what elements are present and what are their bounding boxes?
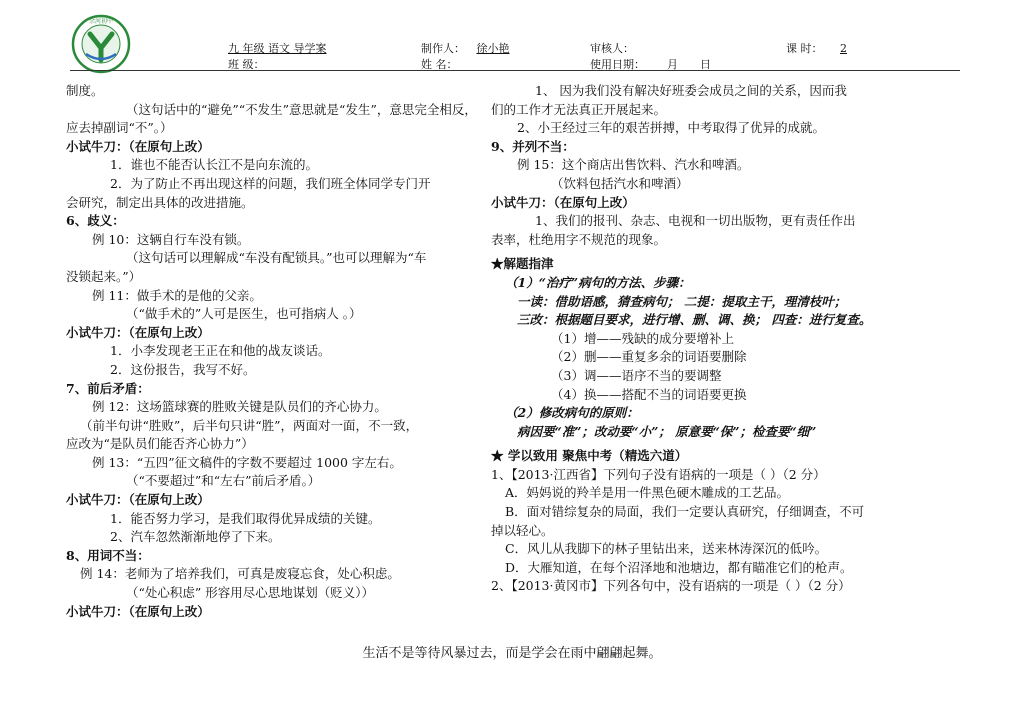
name-field: 姓 名： <box>421 58 458 71</box>
text-line: 一读：借助语感，猜查病句； 二提：提取主干，理清枝叶； <box>517 293 847 309</box>
tips-subheading: （2）修改病句的原则： <box>505 405 639 421</box>
practice-heading: 小试牛刀：（在原句上改） <box>66 324 210 340</box>
example-line: 例 14：老师为了培养我们，可真是废寝忘食，处心积虑。 <box>80 566 400 582</box>
text-line: （这句话中的“避免”“不发生”意思就是“发生”，意思完全相反， <box>126 101 477 117</box>
text-line: 掉以轻心。 <box>491 522 554 538</box>
text-line: 1．能否努力学习，是我们取得优异成绩的关键。 <box>110 510 381 526</box>
text-line: 表率，杜绝用字不规范的现象。 <box>491 231 667 247</box>
page-header <box>0 0 1024 72</box>
text-line: （“做手术的”人可是医生，也可指病人 。） <box>126 306 362 322</box>
lesson-field: 课 时： 2 <box>786 42 847 55</box>
text-line: （这句话可以理解成“车没有配锁具。”也可以理解为“车 <box>126 250 427 266</box>
text-line: 应去掉副词“不”。） <box>66 120 173 136</box>
practice-heading: 小试牛刀：（在原句上改） <box>491 194 635 210</box>
question-line: 1、【2013·江西省】下列句子没有语病的一项是（ ）（2 分） <box>491 466 826 482</box>
left-column <box>66 82 476 621</box>
grade-subject: 九 年级 语文 导学案 <box>228 42 327 55</box>
section-heading: 9、并列不当： <box>491 138 575 154</box>
author-field: 制作人： 徐小艳 <box>421 42 510 55</box>
section-heading: 7、前后矛盾： <box>66 380 150 396</box>
example-line: 例 11：做手术的是他的父亲。 <box>92 287 262 303</box>
svg-text:余河初中: 余河初中 <box>88 18 114 25</box>
question-line: 2、【2013·黄冈市】下列各句中，没有语病的一项是（ ）（2 分） <box>491 578 851 594</box>
example-line: 例 15：这个商店出售饮料、汽水和啤酒。 <box>517 157 750 173</box>
text-line: 2．为了防止不再出现这样的问题，我们班全体同学专门开 <box>110 175 431 191</box>
practice-heading: 小试牛刀：（在原句上改） <box>66 492 210 508</box>
text-line: （2）删——重复多余的词语要删除 <box>551 349 747 365</box>
text-line: （“不要超过”和“左右”前后矛盾。） <box>126 473 321 489</box>
option-line: A．妈妈说的羚羊是用一件黑色硬木雕成的工艺品。 <box>505 485 790 501</box>
section-heading: 8、用词不当： <box>66 547 150 563</box>
example-line: 例 12：这场篮球赛的胜败关键是队员们的齐心协力。 <box>92 399 387 415</box>
page-footer-quote: 生活不是等待风暴过去，而是学会在雨中翩翩起舞。 <box>362 646 662 661</box>
text-line: （“处心积虑” 形容用尽心思地谋划（贬义）） <box>126 585 375 601</box>
section-heading: 6、歧义： <box>66 213 125 229</box>
header-divider <box>70 70 960 71</box>
text-line: 1．谁也不能否认长江不是向东流的。 <box>110 157 318 173</box>
text-line: 们的工作才无法真正开展起来。 <box>491 101 667 117</box>
school-logo <box>64 14 138 74</box>
right-column <box>491 82 907 596</box>
text-line: 没锁起来。”） <box>66 268 142 284</box>
reviewer-field: 审核人： <box>590 42 634 55</box>
option-line: C．风儿从我脚下的林子里钻出来，送来林涛深沉的低吟。 <box>505 541 828 557</box>
text-line: 1、 因为我们没有解决好班委会成员之间的关系，因而我 <box>535 83 847 98</box>
practice-heading: 小试牛刀：（在原句上改） <box>66 603 210 619</box>
example-line: 例 13：“五四”征文稿件的字数不要超过 1000 字左右。 <box>92 454 402 470</box>
text-line: （前半句讲“胜败”，后半句只讲“胜”，两面对一面，不一致， <box>80 417 419 433</box>
text-line: 2、汽车忽然渐渐地停了下来。 <box>110 529 281 545</box>
text-line: 制度。 <box>66 83 104 98</box>
option-line: D．大雁知道，在每个沼泽地和池塘边，都有瞄准它们的枪声。 <box>505 559 853 575</box>
tips-subheading: （1）“治疗”病句的方法、步骤： <box>505 274 691 290</box>
text-line: （饮料包括汽水和啤酒） <box>551 175 689 191</box>
tips-heading: ★解题指津 <box>491 256 554 272</box>
text-line: 2．这份报告，我写不好。 <box>110 361 256 377</box>
practice-section-heading: ★ 学以致用 聚焦中考（精选六道） <box>491 448 688 464</box>
text-line: 会研究，制定出具体的改进措施。 <box>66 194 254 210</box>
text-line: （3）调——语序不当的要调整 <box>551 367 722 383</box>
text-line: 病因要“准”；改动要“小”； 原意要“保”；检查要“细” <box>517 423 817 439</box>
text-line: 2、小王经过三年的艰苦拼搏，中考取得了优异的成就。 <box>517 120 825 136</box>
option-line: B．面对错综复杂的局面，我们一定要认真研究，仔细调查，不可 <box>505 504 865 520</box>
example-line: 例 10：这辆自行车没有锁。 <box>92 231 250 247</box>
text-line: （1）增——残缺的成分要增补上 <box>551 330 734 346</box>
date-field: 使用日期：____月____日 <box>590 58 711 71</box>
text-line: 应改为“是队员们能否齐心协力”） <box>66 436 254 452</box>
practice-heading: 小试牛刀：（在原句上改） <box>66 138 210 154</box>
text-line: 1．小李发现老王正在和他的战友谈话。 <box>110 343 331 359</box>
text-line: 1、我们的报刊、杂志、电视和一切出版物，更有责任作出 <box>535 213 856 229</box>
text-line: 三改：根据题目要求，进行增、删、调、换； 四查：进行复查。 <box>517 312 872 328</box>
class-field: 班 级： <box>228 58 265 71</box>
text-line: （4）换——搭配不当的词语要更换 <box>551 386 747 402</box>
